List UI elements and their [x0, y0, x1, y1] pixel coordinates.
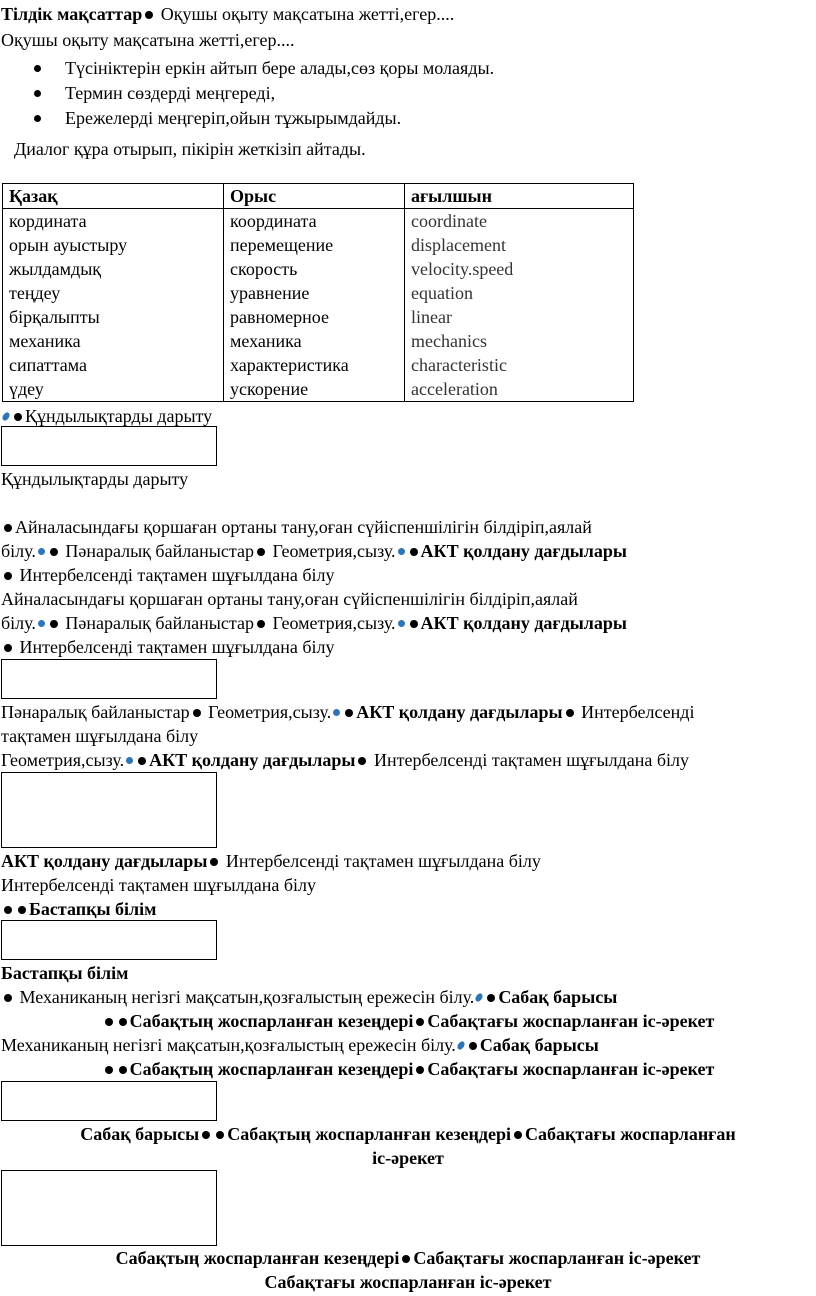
bullet-icon — [410, 548, 418, 556]
blue-bullet-icon — [398, 548, 405, 555]
bullet-icon — [257, 620, 265, 628]
objective-intro: Оқушы оқыту мақсатына жетті,егер.... — [1, 30, 295, 50]
planned-stages-line-3: Сабақтың жоспарланған кезеңдері Сабақтағы жоспарланған іс-әрекет — [115, 1248, 701, 1268]
mechanics-line-plain: Механиканың негізгі мақсатын,қозғалыстың ережесін білу. Сабақ барысы — [1, 1035, 599, 1055]
bullet-icon — [138, 757, 146, 765]
bullet-icon — [416, 1066, 424, 1074]
interdisciplinary-line-3: Пәнаралық байланыстар Геометрия,сызу. АКТ қолдану дағдылары Интербелсенді — [1, 702, 695, 722]
bullet-icon — [34, 115, 41, 122]
english-terms: coordinate displacement velocity.speed equation linear mechanics characteristic acceleration — [405, 209, 634, 402]
language-objectives-line: Тілдік мақсаттар Оқушы оқыту мақсатына жетті,егер.... — [1, 4, 455, 24]
blue-bullet-icon — [38, 620, 45, 627]
empty-box — [1, 772, 217, 848]
bullet-icon — [105, 1066, 113, 1074]
vocabulary-table — [2, 183, 634, 402]
bullet-icon — [469, 1042, 477, 1050]
environment-line: Айналасындағы қоршаған ортаны тану,оған сүйіспеншілігін білдіріп,аялай — [1, 515, 592, 539]
header-english: ағылшын — [405, 184, 634, 209]
values-heading-repeat: Құндылықтарды дарыту — [1, 469, 189, 489]
empty-box — [1, 1170, 217, 1246]
empty-box — [1, 920, 217, 960]
interactive-board-line: Интербелсенді тақтамен шұғылдана білу — [1, 563, 335, 587]
bullet-icon — [119, 1066, 127, 1074]
blue-bullet-icon — [456, 1040, 466, 1051]
bullet-icon — [4, 572, 12, 580]
bullet-icon — [210, 858, 218, 866]
bullet-icon — [402, 1255, 410, 1263]
blue-bullet-icon — [333, 709, 340, 716]
lesson-progress-wrap: іс-әрекет — [372, 1148, 444, 1168]
bullet-icon — [193, 709, 201, 717]
blue-bullet-icon — [126, 757, 133, 764]
bullet-icon — [4, 524, 12, 532]
bullet-icon — [566, 709, 574, 717]
header-kazakh: Қазақ — [3, 184, 224, 209]
bullet-icon — [105, 1018, 113, 1026]
values-heading: Құндылықтарды дарыту — [1, 404, 212, 428]
bullet-icon — [257, 548, 265, 556]
table-header-row — [3, 184, 634, 209]
blue-bullet-icon — [474, 992, 484, 1003]
interdisciplinary-line-2: білу. Пәнаралық байланыстар Геометрия,сызу. АКТ қолдану дағдылары — [1, 613, 627, 633]
prior-knowledge-line: Бастапқы білім — [1, 897, 156, 921]
bullet-icon — [487, 994, 495, 1002]
list-item: Ережелерді меңгеріп,ойын тұжырымдайды. — [30, 106, 494, 131]
bullet-icon — [4, 994, 12, 1002]
bullet-icon — [50, 620, 58, 628]
blue-bullet-icon — [398, 620, 405, 627]
environment-line-plain: Айналасындағы қоршаған ортаны тану,оған сүйіспеншілігін білдіріп,аялай — [1, 589, 578, 609]
geometry-line: Геометрия,сызу. АКТ қолдану дағдылары Интербелсенді тақтамен шұғылдана білу — [1, 750, 689, 770]
blue-bullet-icon — [38, 548, 45, 555]
bullet-icon — [4, 644, 12, 652]
empty-box — [1, 1081, 217, 1121]
interdisciplinary-line: білу. Пәнаралық байланыстар Геометрия,сызу. АКТ қолдану дағдылары — [1, 541, 627, 561]
header-russian: Орыс — [224, 184, 405, 209]
kazakh-terms: кордината орын ауыстыру жылдамдық теңдеу бірқалыпты механика сипаттама үдеу — [3, 209, 224, 402]
mechanics-line: Механиканың негізгі мақсатын,қозғалыстың ережесін білу. Сабақ барысы — [1, 985, 617, 1009]
planned-actions-line: Сабақтағы жоспарланған іс-әрекет — [264, 1272, 552, 1292]
empty-box — [1, 426, 217, 466]
bullet-icon — [514, 1131, 522, 1139]
bullet-icon — [358, 757, 366, 765]
bullet-icon — [18, 906, 26, 914]
bullet-icon — [202, 1131, 210, 1139]
table-row — [3, 209, 634, 402]
interactive-board-plain: Интербелсенді тақтамен шұғылдана білу — [1, 875, 317, 895]
akt-line: АКТ қолдану дағдылары Интербелсенді тақтамен шұғылдана білу — [1, 851, 541, 871]
planned-stages-line-2: Сабақтың жоспарланған кезеңдері Сабақтағы жоспарланған іс-әрекет — [0, 1057, 816, 1081]
bullet-icon — [34, 90, 41, 97]
bullet-icon — [145, 11, 153, 19]
bullet-icon — [216, 1131, 224, 1139]
language-objectives-label: Тілдік мақсаттар — [1, 4, 143, 24]
list-item: Түсініктерін еркін айтып бере алады,сөз қоры молаяды. — [30, 56, 494, 81]
bullet-icon — [4, 906, 12, 914]
bullet-icon — [50, 548, 58, 556]
prior-knowledge-heading: Бастапқы білім — [1, 963, 129, 983]
objectives-list — [30, 56, 494, 131]
bullet-icon — [416, 1018, 424, 1026]
empty-box — [1, 659, 217, 699]
bullet-icon — [14, 413, 22, 421]
bullet-icon — [410, 620, 418, 628]
blue-bullet-icon — [1, 411, 11, 422]
interactive-board-wrap: тақтамен шұғылдана білу — [1, 726, 199, 746]
lesson-progress-line: Сабақ барысы Сабақтың жоспарланған кезеңдері Сабақтағы жоспарланған — [80, 1124, 736, 1144]
interactive-board-line-2: Интербелсенді тақтамен шұғылдана білу — [1, 635, 335, 659]
russian-terms: координата перемещение скорость уравнение равномерное механика характеристика ускорение — [224, 209, 405, 402]
bullet-icon — [119, 1018, 127, 1026]
list-item: Термин сөздерді меңгереді, — [30, 81, 494, 106]
dialog-line: Диалог құра отырып, пікірін жеткізіп айтады. — [14, 139, 366, 159]
planned-stages-line: Сабақтың жоспарланған кезеңдері Сабақтағы жоспарланған іс-әрекет — [0, 1009, 816, 1033]
bullet-icon — [345, 709, 353, 717]
bullet-icon — [34, 65, 41, 72]
